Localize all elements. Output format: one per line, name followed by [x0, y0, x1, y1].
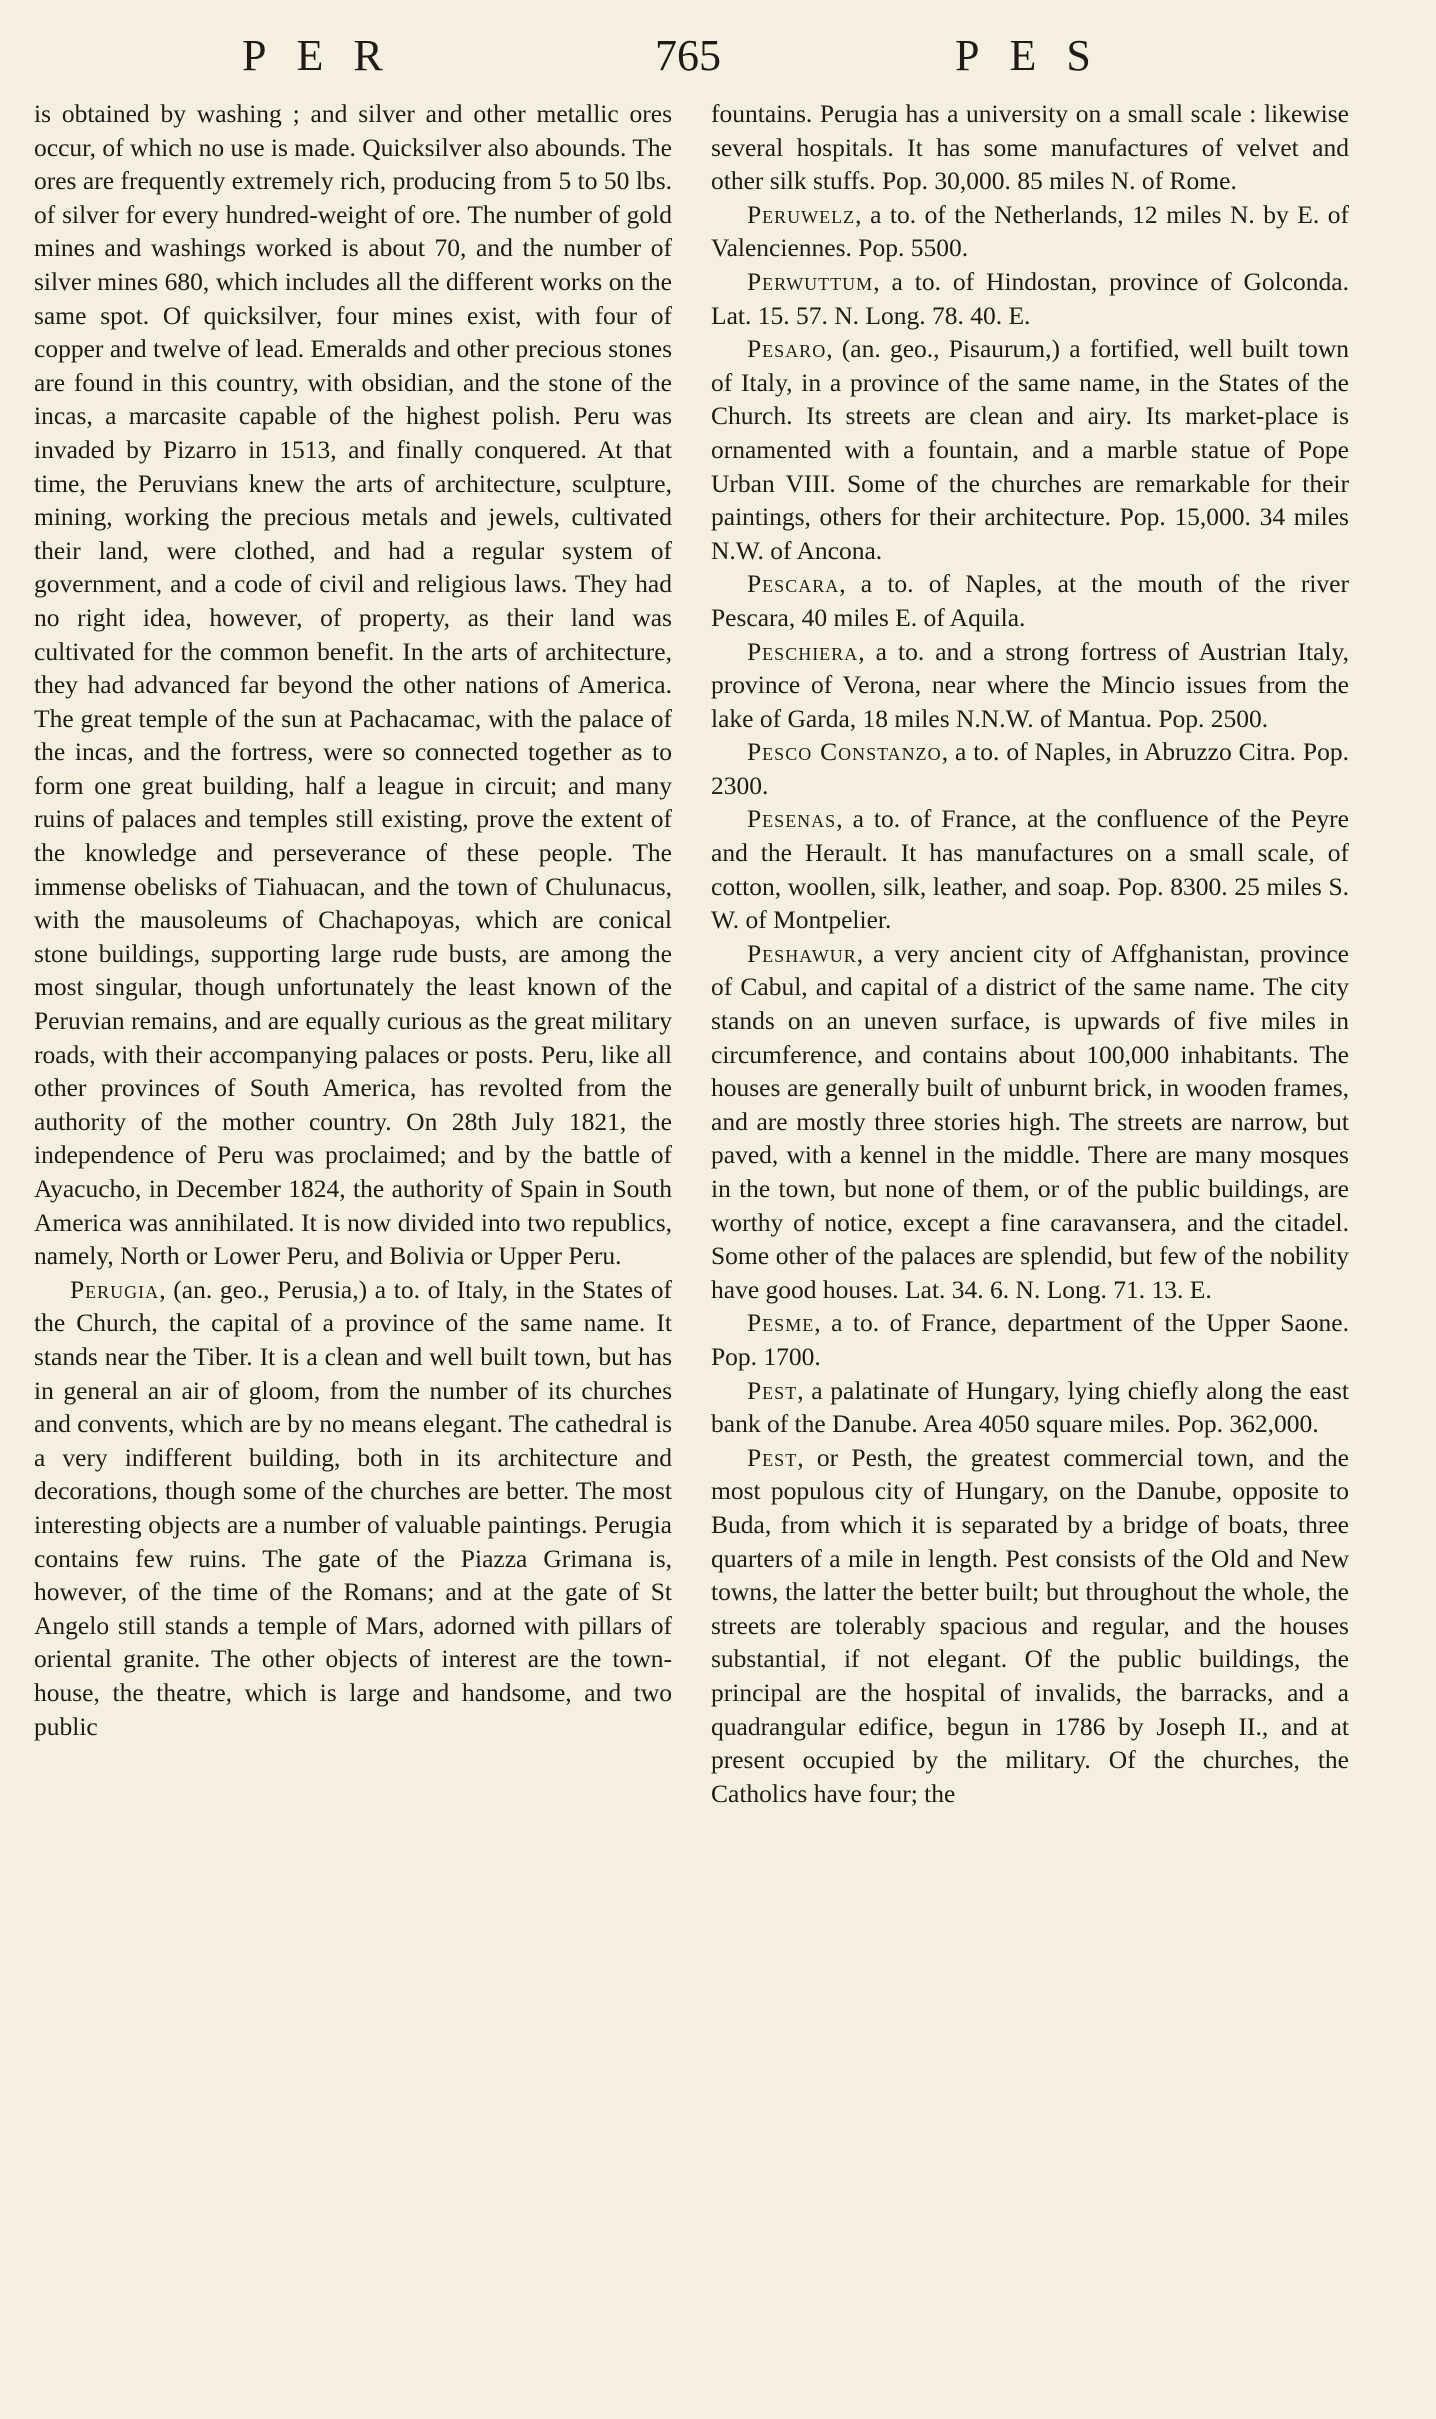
gazetteer-entry	[711, 1374, 1349, 1441]
gazetteer-entry	[711, 735, 1349, 802]
entry-headword: Pescara	[747, 569, 840, 599]
entry-headword: Pesenas	[747, 804, 837, 834]
gazetteer-entry	[711, 1441, 1349, 1811]
right-column	[711, 97, 1349, 1810]
entry-headword: Perugia	[70, 1274, 160, 1304]
running-header	[0, 30, 1436, 90]
entry-headword: Peschiera	[747, 636, 859, 666]
entry-text: , a to. of the Netherlands, 12 miles N. by E. of Valenciennes. Pop. 5500.	[711, 199, 1349, 263]
entry-headword: Pest	[747, 1442, 798, 1472]
entry-headword: Pest	[747, 1375, 798, 1405]
entry-text: , (an. geo., Pisaurum,) a fortified, well built town of Italy, in a province of the same name, in the States of the Church. Its streets are clean and airy. Its market-place is ornamented with a fountain, and a marble statue of Pope Urban VIII. Some of the churches are remarkable for their paintings, others for their architecture. Pop. 15,000. 34 miles N.W. of Ancona.	[711, 334, 1349, 565]
entry-text: , a to. of Hindostan, province of Golconda. Lat. 15. 57. N. Long. 78. 40. E.	[711, 266, 1349, 330]
continuation-text: is obtained by washing ; and silver and other metallic ores occur, of which no use is made. Quicksilver also abounds. The ores are frequently extremely rich, producing from 5 to 50 lbs. of silver for every hundred-weight of ore. The number of gold mines and washings worked is about 70, and the number of silver mines 680, which includes all the different works on the same spot. Of quicksilver, four mines exist, with four of copper and twelve of lead. Emeralds and other precious stones are found in this country, with obsidian, and the stone of the incas, a marcasite capable of the highest polish. Peru was invaded by Pizarro in 1513, and finally conquered. At that time, the Peruvians knew the arts of architecture, sculpture, mining, working the precious metals and jewels, cultivated their land, were clothed, and had a regular system of government, and a code of civil and religious laws. They had no right idea, however, of property, as their land was cultivated for the common benefit. In the arts of architecture, they had advanced far beyond the other nations of America. The great temple of the sun at Pachacamac, with the palace of the incas, and the fortress, were so connected together as to form one great building, half a league in circuit; and many ruins of palaces and temples still existing, prove the extent of the knowledge and perseverance of these people. The immense obelisks of Tiahuacan, and the town of Chulunacus, with the mausoleums of Chachapoyas, which are conical stone buildings, supporting large rude busts, are among the most singular, though unfortunately the least known of the Peruvian remains, and are equally curious as the great military roads, with their accompanying palaces or posts. Peru, like all other provinces of South America, has revolted from the authority of the mother country. On 28th July 1821, the independence of Peru was proclaimed; and by the battle of Ayacucho, in December 1824, the authority of Spain in South America was annihilated. It is now divided into two republics, namely, North or Lower Peru, and Bolivia or Upper Peru.	[34, 99, 672, 1271]
entry-headword: Pesaro	[747, 334, 827, 364]
gazetteer-entry	[711, 802, 1349, 936]
gazetteer-entry	[711, 332, 1349, 567]
continuation-text: fountains. Perugia has a university on a small scale : likewise several hospitals. It has some manufactures of velvet and other silk stuffs. Pop. 30,000. 85 miles N. of Rome.	[711, 99, 1349, 196]
gazetteer-entry	[34, 1273, 672, 1743]
gazetteer-entry	[711, 937, 1349, 1307]
entry-text: , a to. of France, department of the Upper Saone. Pop. 1700.	[711, 1308, 1349, 1371]
entry-text: , a palatinate of Hungary, lying chiefly along the east bank of the Danube. Area 4050 square miles. Pop. 362,000.	[711, 1375, 1349, 1439]
gazetteer-entry	[711, 567, 1349, 634]
left-column	[34, 97, 672, 1743]
header-left-guideword: PER	[242, 31, 413, 80]
entry-text: , (an. geo., Perusia,) a to. of Italy, in the States of the Church, the capital of a province of the same name. It stands near the Tiber. It is a clean and well built town, but has in general an air of gloom, from the number of its churches and convents, which are by no means elegant. The cathedral is a very indifferent building, both in its architecture and decorations, though some of the churches are better. The most interesting objects are a number of valuable paintings. Perugia contains few ruins. The gate of the Piazza Grimana is, however, of the time of the Romans; and at the gate of St Angelo still stands a temple of Mars, adorned with pillars of oriental granite. The other objects of interest are the town-house, the theatre, which is large and handsome, and two public	[34, 1274, 672, 1741]
entry-text: , a to. of France, at the confluence of the Peyre and the Herault. It has manufactures on a small scale, of cotton, woollen, silk, leather, and soap. Pop. 8300. 25 miles S. W. of Montpelier.	[711, 804, 1349, 935]
entry-text: , a to. of Naples, in Abruzzo Citra. Pop. 2300.	[711, 737, 1349, 800]
entry-headword: Pesme	[747, 1308, 815, 1338]
entry-headword: Perwuttum	[747, 266, 874, 296]
page-number: 765	[655, 31, 721, 80]
gazetteer-entry	[711, 1306, 1349, 1373]
entry-headword: Peshawur	[747, 938, 857, 968]
gazetteer-entry	[711, 198, 1349, 265]
gazetteer-entry	[711, 635, 1349, 736]
entry-text: , a to. of Naples, at the mouth of the river Pescara, 40 miles E. of Aquila.	[711, 569, 1349, 632]
entry-headword: Peruwelz	[747, 199, 856, 229]
gazetteer-entry	[711, 265, 1349, 332]
header-right-guideword: PES	[955, 31, 1121, 80]
entry-text: , or Pesth, the greatest commercial town, and the most populous city of Hungary, on the Danube, opposite to Buda, from which it is separated by a bridge of boats, three quarters of a mile in length. Pest consists of the Old and New towns, the latter the better built; but throughout the whole, the streets are tolerably spacious and regular, and the houses substantial, if not elegant. Of the public buildings, the principal are the hospital of invalids, the barracks, and a quadrangular edifice, begun in 1786 by Joseph II., and at present occupied by the military. Of the churches, the Catholics have four; the	[711, 1442, 1349, 1808]
entry-text: , a to. and a strong fortress of Austrian Italy, province of Verona, near where the Mincio issues from the lake of Garda, 18 miles N.N.W. of Mantua. Pop. 2500.	[711, 636, 1349, 733]
entry-text: , a very ancient city of Affghanistan, province of Cabul, and capital of a district of the same name. The city stands on an uneven surface, is upwards of five miles in circumference, and contains about 100,000 inhabitants. The houses are generally built of unburnt brick, in wooden frames, and are mostly three stories high. The streets are narrow, but paved, with a kennel in the middle. There are many mosques in the town, but none of them, or of the public buildings, are worthy of notice, except a fine caravansera, and the citadel. Some other of the palaces are splendid, but few of the nobility have good houses. Lat. 34. 6. N. Long. 71. 13. E.	[711, 938, 1349, 1304]
entry-headword: Pesco Constanzo	[747, 737, 942, 767]
